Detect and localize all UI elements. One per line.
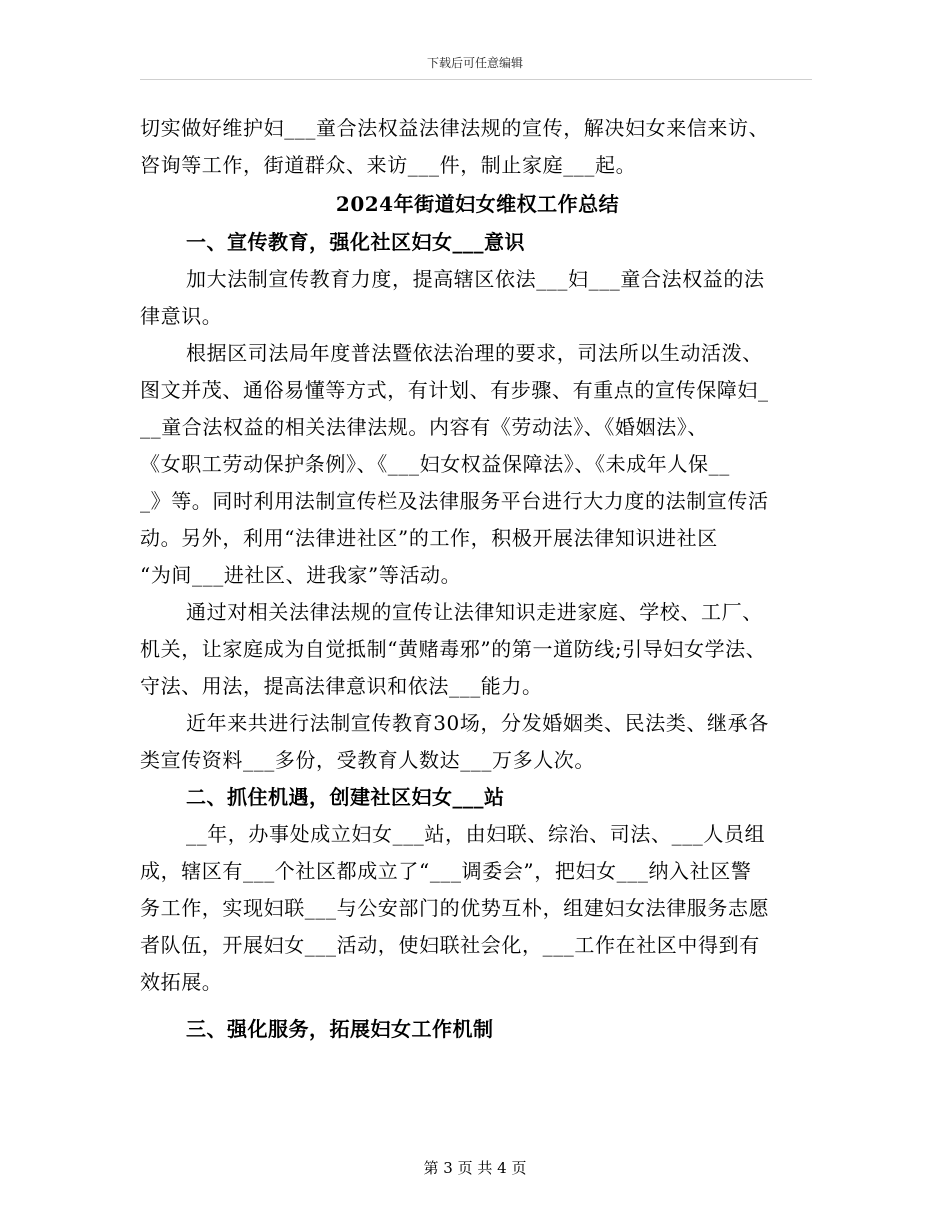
paragraph-line: __年，办事处成立妇女___站，由妇联、综治、司法、___人员组 (186, 822, 766, 846)
document-body (140, 110, 815, 1048)
paragraph-line: 切实做好维护妇___童合法权益法律法规的宣传，解决妇女来信来访、 (140, 116, 770, 140)
paragraph-line: 根据区司法局年度普法暨依法治理的要求，司法所以生动活泼、 (186, 341, 763, 365)
paragraph-line: 成，辖区有___个社区都成立了“___调委会”，把妇女___纳入社区警 (140, 859, 752, 883)
paragraph-line: 务工作，实现妇联___与公安部门的优势互朴，组建妇女法律服务志愿 (140, 896, 770, 920)
paragraph-line: __童合法权益的相关法律法规。内容有《劳动法》、《婚姻法》、 (140, 415, 708, 439)
document-title: 2024年街道妇女维权工作总结 (335, 192, 620, 216)
paragraph-line: 律意识。 (140, 304, 223, 328)
paragraph-line: 近年来共进行法制宣传教育30场，分发婚姻类、民法类、继承各 (186, 711, 769, 735)
paragraph-line: 《女职工劳动保护条例》、《___妇女权益保障法》、《未成年人保__ (140, 452, 730, 476)
paragraph-line: 动。另外，利用“法律进社区”的工作，积极开展法律知识进社区 (140, 526, 718, 550)
paragraph-line: 效拓展。 (140, 970, 223, 994)
paragraph-line: 者队伍，开展妇女___活动，使妇联社会化，___工作在社区中得到有 (140, 933, 760, 957)
page-header: 下载后可任意编辑 (426, 56, 523, 70)
section-heading-2: 二、抓住机遇，创建社区妇女___站 (186, 785, 505, 809)
section-heading-1: 一、宣传教育，强化社区妇女___意识 (186, 230, 525, 254)
paragraph-line: 咨询等工作，街道群众、来访___件，制止家庭___起。 (140, 153, 637, 177)
paragraph-line: 通过对相关法律法规的宣传让法律知识走进家庭、学校、工厂、 (186, 600, 763, 624)
section-heading-3: 三、强化服务，拓展妇女工作机制 (186, 1017, 494, 1041)
header-divider (140, 79, 812, 80)
paragraph-line: 守法、用法，提高法律意识和依法___能力。 (140, 674, 543, 698)
spacer (140, 1001, 815, 1011)
paragraph-line: 类宣传资料___多份，受教育人数达___万多人次。 (140, 748, 595, 772)
paragraph-line: _》等。同时利用法制宣传栏及法律服务平台进行大力度的法制宣传活 (140, 489, 769, 513)
page-number: 第 3 页 共 4 页 (423, 1159, 527, 1177)
paragraph-line: 加大法制宣传教育力度，提高辖区依法___妇___童合法权益的法 (186, 267, 765, 291)
paragraph-line: 图文并茂、通俗易懂等方式，有计划、有步骤、有重点的宣传保障妇_ (140, 378, 769, 402)
paragraph-line: 机关，让家庭成为自觉抵制“黄赌毒邪”的第一道防线;引导妇女学法、 (140, 637, 767, 661)
paragraph-line: “为间___进社区、进我家”等活动。 (140, 563, 462, 587)
